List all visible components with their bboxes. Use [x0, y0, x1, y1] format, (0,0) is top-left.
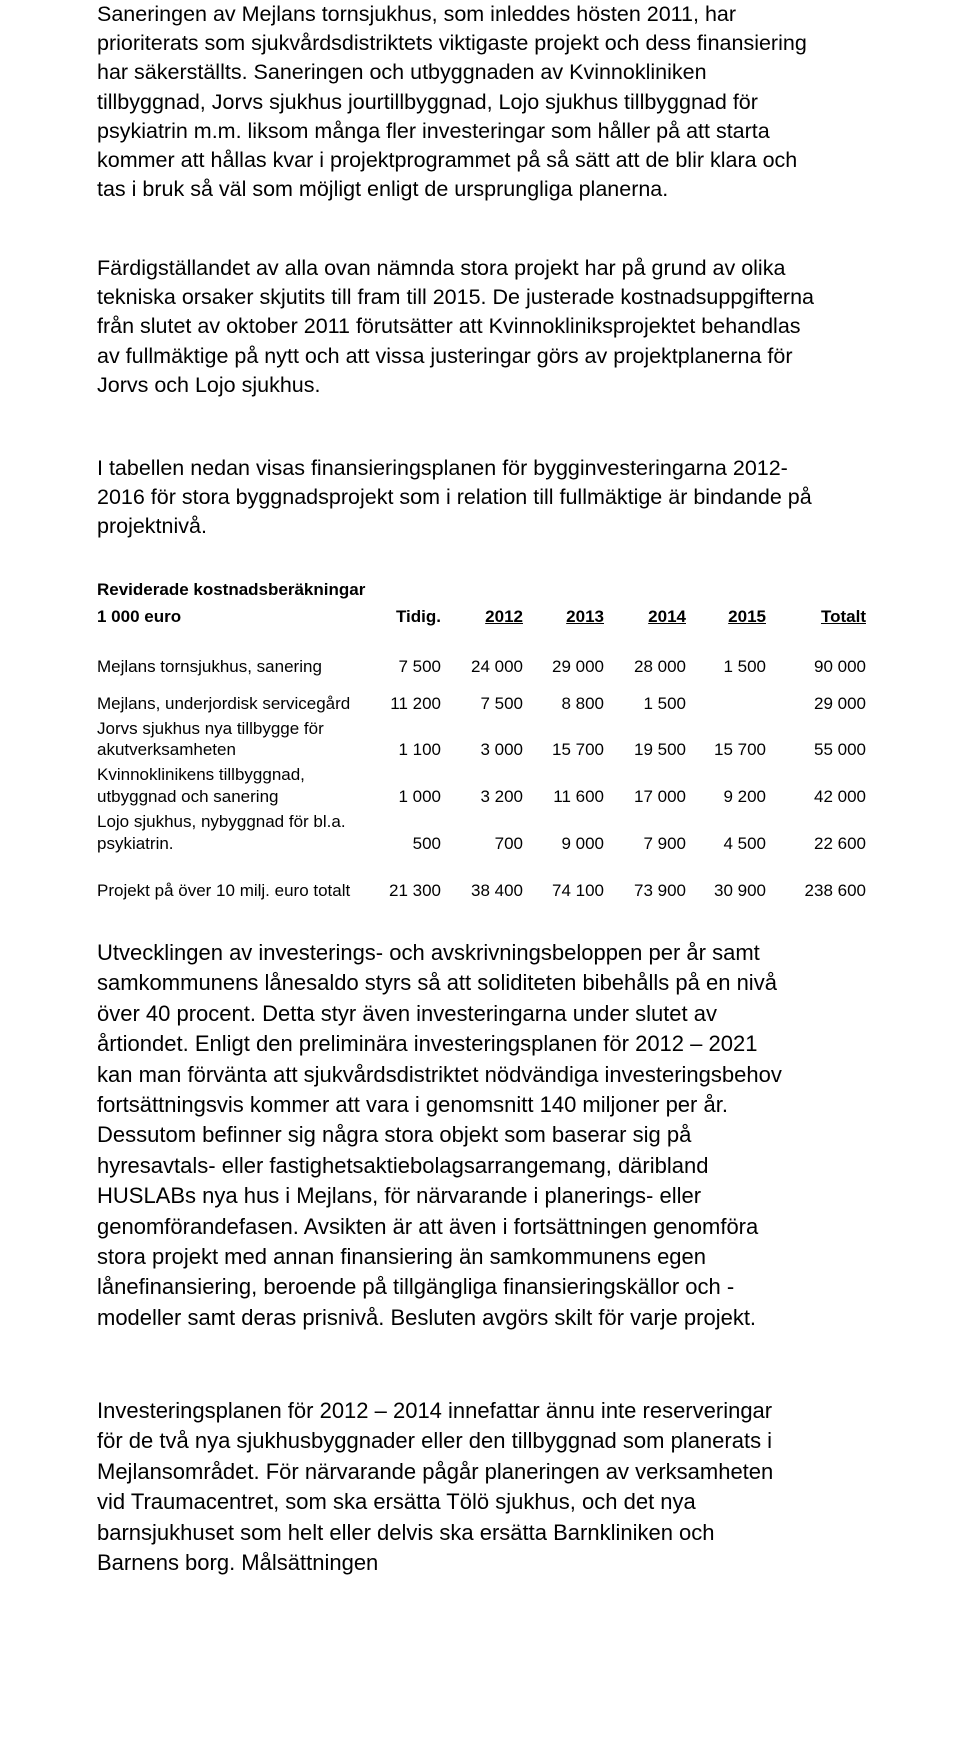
cell: 1 500 [723, 657, 766, 676]
col-header: Tidig. [395, 607, 441, 626]
paragraph-4: Utvecklingen av investerings- och avskrivningsbeloppen per år samt samkommunens lånesaldo styrs så att soliditeten bibehålls på en nivå över 40 procent. Detta styr även investeringarna under slutet av årtiondet. Enligt den preliminära investeringsplanen för 2012 – 2021 kan man förvänta att sjukvårdsdistriktet nödvändiga investeringsbehov fortsättningsvis kommer att vara i genomsnitt 140 miljoner per år. Dessutom befinner sig några stora objekt som baserar sig på hyresavtals- eller fastighetsaktiebolagsarrangemang, däribland HUSLABs nya hus i Mejlans, för närvarande i planerings- eller genomförandefasen. Avsikten är att även i fortsättningen genomföra stora projekt med annan finansiering än samkommunens egen lånefinansiering, beroende på tillgängliga finansieringskällor och -modeller samt deras prisnivå. Besluten avgörs skilt för varje projekt. [97, 940, 782, 1330]
cell: 1 000 [398, 787, 441, 806]
table-row [0, 740, 960, 760]
col-header: 2013 [566, 607, 604, 626]
cell: 15 700 [552, 740, 604, 759]
cell: 7 900 [643, 834, 686, 853]
cell: 4 500 [723, 834, 766, 853]
cell: 15 700 [714, 740, 766, 759]
cell: 29 000 [814, 694, 866, 713]
cell: 22 600 [814, 834, 866, 853]
cell: 55 000 [814, 740, 866, 759]
cell: 74 100 [552, 881, 604, 900]
total-label: Projekt på över 10 milj. euro totalt [97, 881, 351, 900]
table-row [0, 657, 960, 677]
cell: 8 800 [561, 694, 604, 713]
cell: 238 600 [804, 881, 866, 900]
table-row-label-line [0, 812, 960, 832]
table-total-row [0, 881, 960, 901]
table-row [0, 694, 960, 714]
cell: 1 100 [398, 740, 441, 759]
table-header-row [0, 607, 960, 627]
cell: 700 [494, 834, 523, 853]
cell: 19 500 [634, 740, 686, 759]
cell: 38 400 [471, 881, 523, 900]
table-title: Reviderade kostnadsberäkningar [97, 580, 366, 599]
table-row [0, 787, 960, 807]
cell: 9 000 [561, 834, 604, 853]
cell: 42 000 [814, 787, 866, 806]
cell: 1 500 [643, 694, 686, 713]
row-label: Lojo sjukhus, nybyggnad för bl.a. [97, 812, 346, 831]
table-row-label-line [0, 719, 960, 739]
table-row [0, 834, 960, 854]
cell: 11 600 [553, 787, 604, 806]
cell: 17 000 [634, 787, 686, 806]
row-label: utbyggnad och sanering [97, 787, 279, 806]
col-header: 2012 [485, 607, 523, 626]
cell: 9 200 [723, 787, 766, 806]
row-label: Kvinnoklinikens tillbyggnad, [97, 765, 305, 784]
paragraph-5: Investeringsplanen för 2012 – 2014 innefattar ännu inte reserveringar för de två nya sjukhusbyggnader eller den tillbyggnad som planerats i Mejlansområdet. För närvarande pågår planeringen av verksamheten vid Traumacentret, som ska ersätta Tölö sjukhus, och det nya barnsjukhuset som helt eller delvis ska ersätta Barnkliniken och Barnens borg. Målsättningen [97, 1398, 774, 1576]
cell: 3 200 [480, 787, 523, 806]
col-header: 2014 [648, 607, 686, 626]
cell: 30 900 [714, 881, 766, 900]
cell: 3 000 [480, 740, 523, 759]
cell: 500 [412, 834, 441, 853]
table-row-label-line [0, 765, 960, 785]
cell: 21 300 [389, 881, 441, 900]
row-label: psykiatrin. [97, 834, 174, 853]
paragraph-3: I tabellen nedan visas finansieringsplanen för bygginvesteringarna 2012-2016 för stora byggnadsprojekt som i relation till fullmäktige är bindande på projektnivå. [97, 456, 812, 539]
row-label: akutverksamheten [97, 740, 236, 759]
cell: 29 000 [552, 657, 604, 676]
table-unit: 1 000 euro [97, 607, 182, 626]
col-header: 2015 [728, 607, 766, 626]
row-label: Mejlans tornsjukhus, sanering [97, 657, 322, 676]
row-label: Mejlans, underjordisk servicegård [97, 694, 351, 713]
col-header: Totalt [820, 607, 866, 626]
cell: 11 200 [390, 694, 441, 713]
cell: 7 500 [398, 657, 441, 676]
cell: 24 000 [471, 657, 523, 676]
cell: 28 000 [634, 657, 686, 676]
cell: 73 900 [634, 881, 686, 900]
row-label: Jorvs sjukhus nya tillbygge för [97, 719, 324, 738]
cell: 90 000 [814, 657, 866, 676]
paragraph-1: Saneringen av Mejlans tornsjukhus, som inleddes hösten 2011, har prioriterats som sjukvårdsdistriktets viktigaste projekt och dess finansiering har säkerställts. Saneringen och utbyggnaden av Kvinnokliniken tillbyggnad, Jorvs sjukhus jourtillbyggnad, Lojo sjukhus tillbyggnad för psykiatrin m.m. liksom många fler investeringar som håller på att starta kommer att hållas kvar i projektprogrammet på så sätt att de blir klara och tas i bruk så väl som möjligt enligt de ursprungliga planerna. [97, 2, 807, 202]
cell: 7 500 [480, 694, 523, 713]
paragraph-2: Färdigställandet av alla ovan nämnda stora projekt har på grund av olika tekniska orsaker skjutits till fram till 2015. De justerade kostnadsuppgifterna från slutet av oktober 2011 förutsätter att Kvinnokliniksprojektet behandlas av fullmäktige på nytt och att vissa justeringar görs av projektplanerna för Jorvs och Lojo sjukhus. [97, 256, 815, 397]
